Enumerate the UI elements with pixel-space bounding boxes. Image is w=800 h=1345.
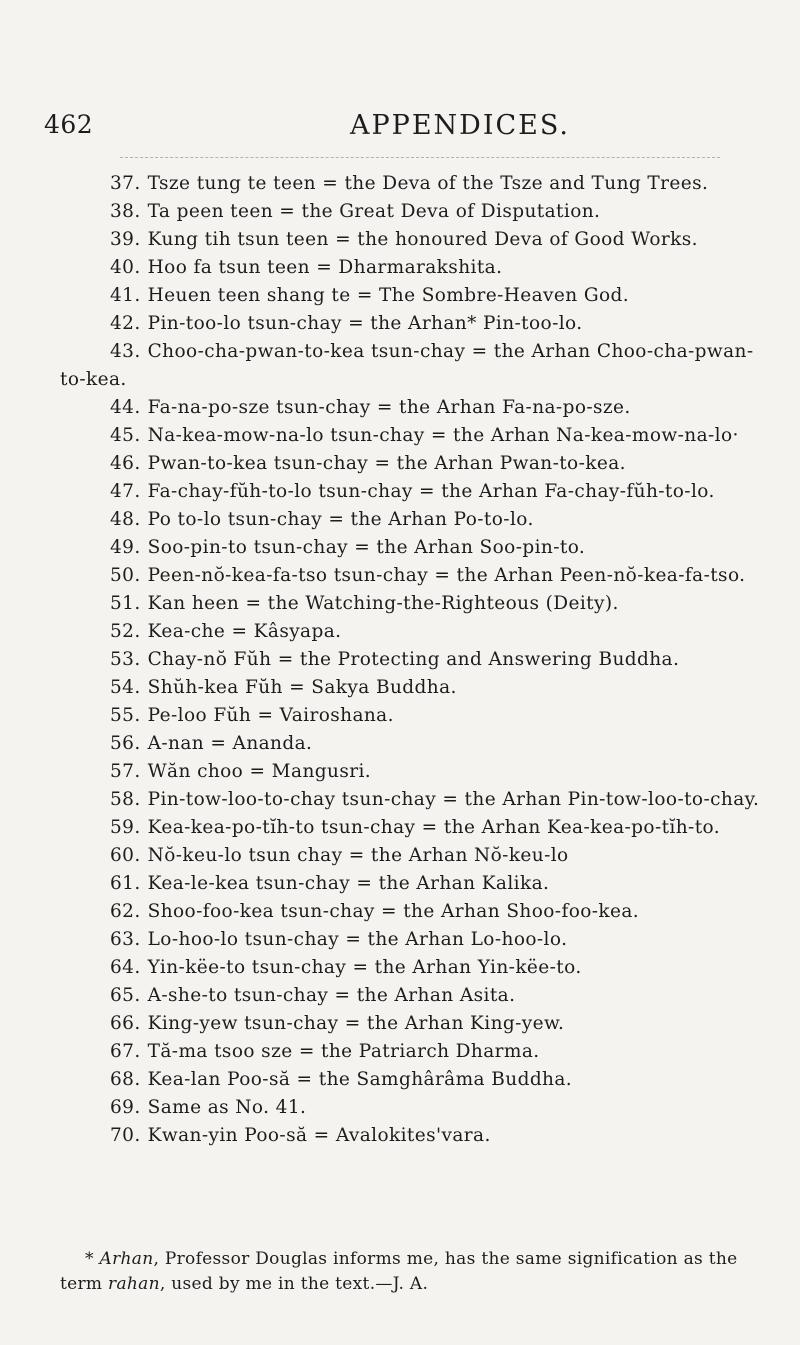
footnote-term: Arhan	[99, 1249, 154, 1269]
running-title: APPENDICES.	[350, 110, 570, 141]
list-item: 65. A-she-to tsun-chay = the Arhan Asita.	[110, 985, 516, 1006]
list-item: 63. Lo-hoo-lo tsun-chay = the Arhan Lo-hoo-lo.	[110, 929, 568, 950]
footnote-marker: *	[85, 1249, 94, 1269]
list-item: 70. Kwan-yin Poo-să = Avalokites'vara.	[110, 1125, 491, 1146]
list-item: 43. Choo-cha-pwan-to-kea tsun-chay = the Arhan Choo-cha-pwan-to-kea.	[60, 341, 754, 390]
list-item: 39. Kung tih tsun teen = the honoured Deva of Good Works.	[110, 229, 698, 250]
list-item: 46. Pwan-to-kea tsun-chay = the Arhan Pwan-to-kea.	[110, 453, 626, 474]
list-item: 41. Heuen teen shang te = The Sombre-Heaven God.	[110, 285, 630, 306]
list-item: 44. Fa-na-po-sze tsun-chay = the Arhan Fa-na-po-sze.	[110, 397, 631, 418]
list-item: 51. Kan heen = the Watching-the-Righteous (Deity).	[110, 593, 619, 614]
list-item: 45. Na-kea-mow-na-lo tsun-chay = the Arhan Na-kea-mow-na-lo·	[110, 425, 739, 446]
list-item: 59. Kea-kea-po-tĭh-to tsun-chay = the Arhan Kea-kea-po-tĭh-to.	[110, 817, 721, 838]
list-item: 47. Fa-chay-fŭh-to-lo tsun-chay = the Arhan Fa-chay-fŭh-to-lo.	[110, 481, 715, 502]
list-item: 55. Pe-loo Fŭh = Vairoshana.	[110, 705, 394, 726]
list-item: 50. Peen-nŏ-kea-fa-tso tsun-chay = the Arhan Peen-nŏ-kea-fa-tso.	[110, 565, 746, 586]
list-item: 54. Shŭh-kea Fŭh = Sakya Buddha.	[110, 677, 457, 698]
list-item: 52. Kea-che = Kâsyapa.	[110, 621, 342, 642]
list-item: 49. Soo-pin-to tsun-chay = the Arhan Soo-pin-to.	[110, 537, 586, 558]
list-item: 60. Nŏ-keu-lo tsun chay = the Arhan Nŏ-keu-lo	[110, 845, 569, 866]
footnote-text-after: , used by me in the text.—J. A.	[159, 1274, 429, 1294]
list-item: 58. Pin-tow-loo-to-chay tsun-chay = the Arhan Pin-tow-loo-to-chay.	[110, 789, 760, 810]
footnote-text-before: , Professor Douglas informs me, has the same signification as the term	[60, 1249, 738, 1294]
list-item: 48. Po to-lo tsun-chay = the Arhan Po-to-lo.	[110, 509, 534, 530]
list-item: 69. Same as No. 41.	[110, 1097, 307, 1118]
page-header	[0, 100, 800, 150]
list-item: 57. Wăn choo = Mangusri.	[110, 761, 372, 782]
list-item: 68. Kea-lan Poo-să = the Samghârâma Buddha.	[110, 1069, 573, 1090]
list-item: 40. Hoo fa tsun teen = Dharmarakshita.	[110, 257, 503, 278]
list-item: 38. Ta peen teen = the Great Deva of Disputation.	[110, 201, 601, 222]
list-item: 42. Pin-too-lo tsun-chay = the Arhan* Pin-too-lo.	[110, 313, 583, 334]
list-item: 64. Yin-këe-to tsun-chay = the Arhan Yin-këe-to.	[110, 957, 582, 978]
list-item: 37. Tsze tung te teen = the Deva of the Tsze and Tung Trees.	[110, 173, 709, 194]
footnote	[60, 1247, 760, 1297]
list-item: 62. Shoo-foo-kea tsun-chay = the Arhan Shoo-foo-kea.	[110, 901, 640, 922]
page-number: 462	[44, 110, 94, 139]
header-rule	[120, 157, 720, 158]
list-item: 61. Kea-le-kea tsun-chay = the Arhan Kalika.	[110, 873, 550, 894]
list-item: 67. Tă-ma tsoo sze = the Patriarch Dharma.	[110, 1041, 540, 1062]
list-item: 66. King-yew tsun-chay = the Arhan King-yew.	[110, 1013, 565, 1034]
list-item: 56. A-nan = Ananda.	[110, 733, 313, 754]
footnote-term-2: rahan	[108, 1274, 160, 1294]
glossary-list	[60, 170, 760, 1150]
list-item: 53. Chay-nŏ Fŭh = the Protecting and Answering Buddha.	[110, 649, 680, 670]
